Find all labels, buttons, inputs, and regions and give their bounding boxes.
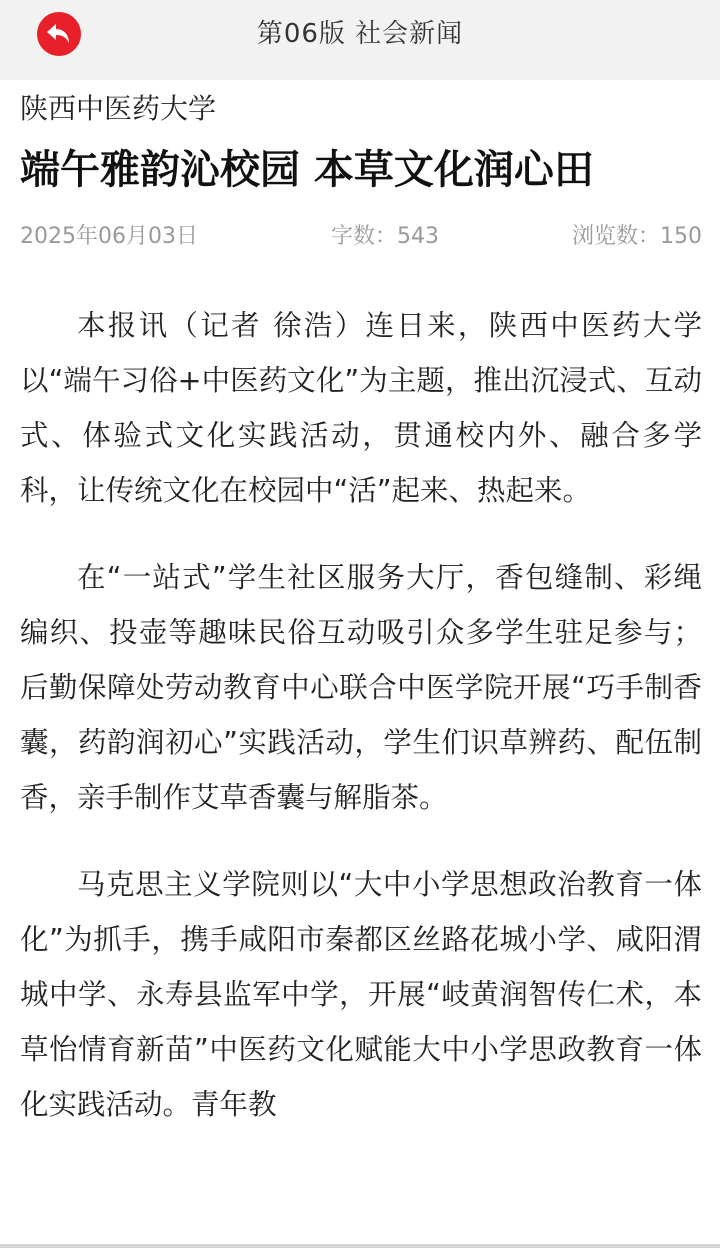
article-date: 2025年06月03日 bbox=[20, 224, 198, 249]
article-paragraph: 在“一站式”学生社区服务大厅，香包缝制、彩绳编织、投壶等趣味民俗互动吸引众多学生驻足参与；后勤保障处劳动教育中心联合中医学院开展“巧手制香囊，药韵润初心”实践活动，学生们识草辨药、配伍制香，亲手制作艾草香囊与解脂茶。 bbox=[20, 561, 702, 814]
article-paragraph: 马克思主义学院则以“大中小学思想政治教育一体化”为抓手，携手咸阳市秦都区丝路花城小学、咸阳渭城中学、永寿县监军中学，开展“岐黄润智传仁术，本草怡情育新苗”中医药文化赋能大中小学思政教育一体化实践活动。青年教 bbox=[20, 868, 702, 1121]
article-word-count: 字数：543 bbox=[330, 224, 439, 249]
top-bar bbox=[0, 0, 720, 80]
article-meta bbox=[20, 222, 702, 252]
article-paragraph: 本报讯（记者 徐浩）连日来，陕西中医药大学以“端午习俗+中医药文化”为主题，推出沉浸式、互动式、体验式文化实践活动，贯通校内外、融合多学科，让传统文化在校园中“活”起来、热起来。 bbox=[20, 309, 702, 507]
article-headline: 端午雅韵沁校园 本草文化润心田 bbox=[20, 147, 594, 193]
article bbox=[20, 80, 702, 1164]
article-views: 浏览数：150 bbox=[571, 224, 702, 249]
page-title: 第06版 社会新闻 bbox=[256, 19, 464, 49]
article-source: 陕西中医药大学 bbox=[20, 92, 217, 125]
article-body bbox=[20, 298, 702, 1132]
bottom-divider bbox=[0, 1244, 720, 1248]
